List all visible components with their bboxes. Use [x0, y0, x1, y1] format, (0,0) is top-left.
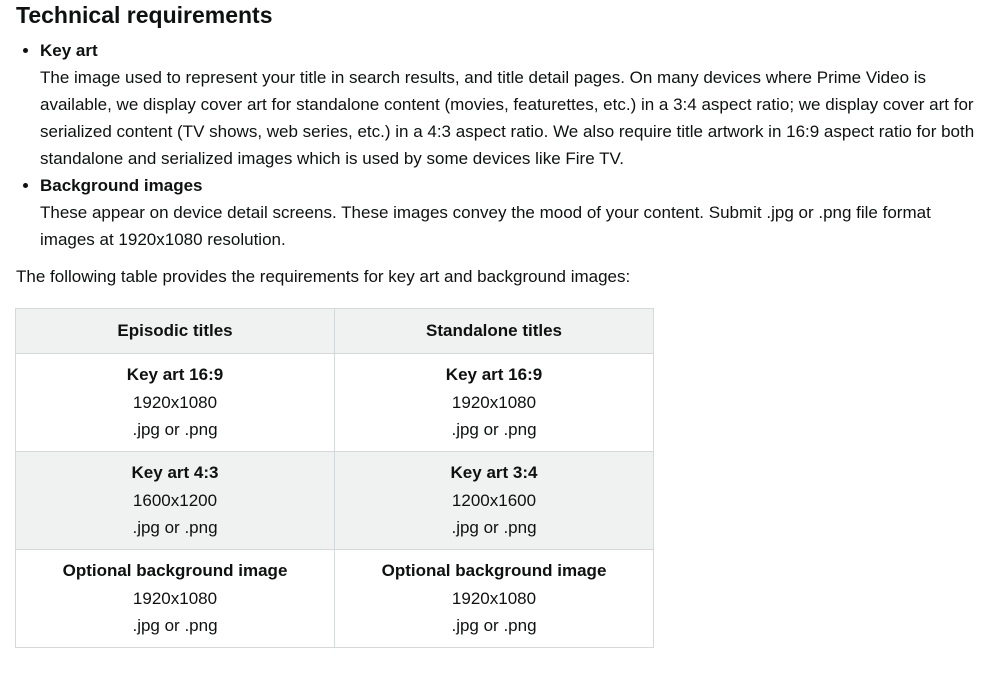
cell-resolution: 1600x1200 [132, 490, 218, 510]
cell-format: .jpg or .png [451, 420, 537, 440]
table-cell [335, 550, 654, 648]
cell-title: Key art 16:9 [126, 365, 224, 385]
list-item-text: The image used to represent your title in search results, and title detail pages. On many devices where Prime Video is available, we display cover art for standalone content (movies, featurettes, etc.) in a 3:4 aspect ratio; we display cover art for serialized content (TV shows, web series, etc.) in a 4:3 aspect ratio. We also require title artwork in 16:9 aspect ratio for both standalone and serialized images which is used by some devices like Fire TV. [40, 68, 975, 168]
table-cell [335, 452, 654, 550]
table-row [16, 354, 654, 452]
cell-format: .jpg or .png [451, 616, 537, 636]
table-cell [16, 354, 335, 452]
cell-format: .jpg or .png [132, 518, 218, 538]
column-header: Standalone titles [335, 309, 654, 354]
cell-title: Key art 16:9 [445, 365, 543, 385]
cell-title: Key art 4:3 [131, 463, 219, 483]
table-cell [16, 550, 335, 648]
table-row [16, 452, 654, 550]
section-heading: Technical requirements [16, 2, 273, 28]
list-item-title: • Key art [40, 41, 98, 60]
cell-resolution: 1920x1080 [451, 588, 537, 608]
table-intro: The following table provides the requirements for key art and background images: [16, 267, 631, 286]
list-item-text: These appear on device detail screens. These images convey the mood of your content. Submit .jpg or .png file format images at 1920x1080 resolution. [40, 203, 931, 249]
cell-format: .jpg or .png [451, 518, 537, 538]
cell-resolution: 1920x1080 [132, 588, 218, 608]
cell-resolution: 1200x1600 [451, 490, 537, 510]
list-item-background-images [40, 172, 990, 253]
cell-resolution: 1920x1080 [451, 392, 537, 412]
cell-title: Key art 3:4 [450, 463, 538, 483]
cell-format: .jpg or .png [132, 616, 218, 636]
table-cell [335, 354, 654, 452]
list-item-key-art [40, 37, 990, 172]
table-cell [16, 452, 335, 550]
requirements-list [0, 37, 990, 253]
requirements-table [15, 308, 654, 648]
cell-title: Optional background image [62, 561, 288, 581]
cell-format: .jpg or .png [132, 420, 218, 440]
cell-title: Optional background image [381, 561, 607, 581]
table-row [16, 550, 654, 648]
table-header-row [16, 309, 654, 354]
cell-resolution: 1920x1080 [132, 392, 218, 412]
list-item-title: • Background images [40, 176, 203, 195]
column-header: Episodic titles [16, 309, 335, 354]
